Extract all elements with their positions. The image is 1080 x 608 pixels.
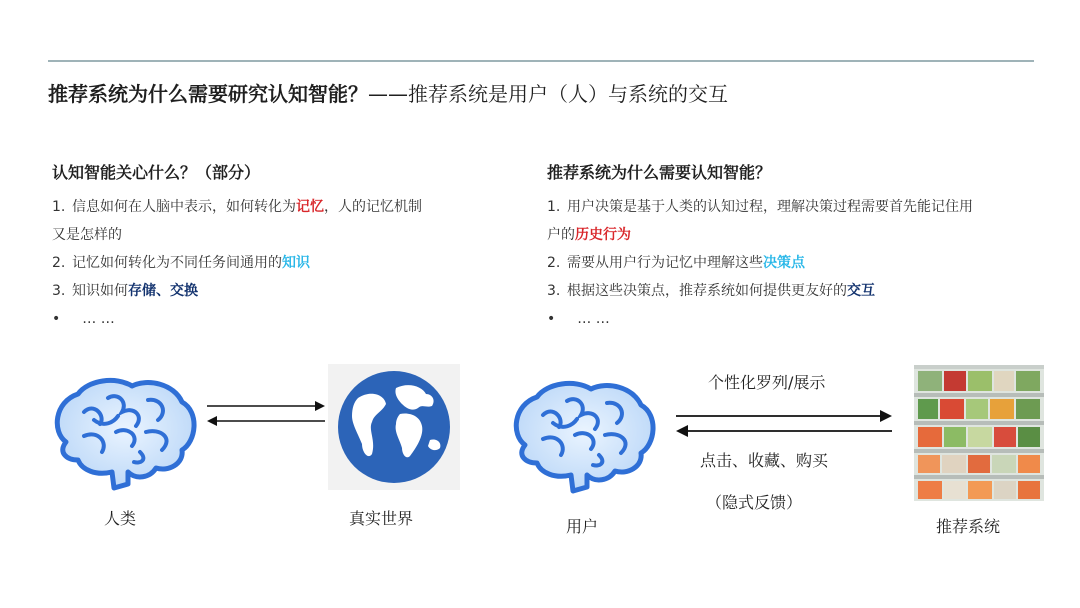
highlight-knowledge: 知识 xyxy=(282,255,310,271)
interaction-arrows xyxy=(674,408,894,438)
page-title-main: 推荐系统为什么需要研究认知智能？ xyxy=(48,82,368,106)
page-title-sub: ——推荐系统是用户（人）与系统的交互 xyxy=(368,82,728,106)
list-item: 2. 记忆如何转化为不同任务间通用的知识 xyxy=(52,255,310,271)
human-label: 人类 xyxy=(104,509,137,528)
highlight-history: 历史行为 xyxy=(575,227,631,243)
list-item: 3. 根据这些决策点，推荐系统如何提供更友好的交互 xyxy=(547,283,875,299)
highlight-memory: 记忆 xyxy=(296,199,324,215)
highlight-decision: 决策点 xyxy=(763,255,805,271)
list-item: 1. 用户决策是基于人类的认知过程，理解决策过程需要首先能记住用 户的历史行为 xyxy=(547,199,973,243)
feedback-label: （隐式反馈） xyxy=(706,493,803,512)
list-item: • … … xyxy=(52,311,115,327)
cognitive-heading: 认知智能关心什么？（部分） xyxy=(52,163,261,182)
list-item: 2. 需要从用户行为记忆中理解这些决策点 xyxy=(547,255,805,271)
top-arrow-label: 个性化罗列/展示 xyxy=(708,373,826,392)
shelf-image xyxy=(914,365,1044,501)
page-title xyxy=(48,78,728,107)
brain-icon xyxy=(44,372,204,497)
list-item: 3. 知识如何存储、交换 xyxy=(52,283,198,299)
cognitive-list xyxy=(52,193,522,333)
bottom-arrow-label: 点击、收藏、购买 xyxy=(700,451,829,470)
cognitive-section xyxy=(52,160,522,333)
bidirectional-arrows xyxy=(205,398,327,428)
system-label: 推荐系统 xyxy=(936,517,1001,536)
highlight-storage: 存储、交换 xyxy=(128,283,198,299)
recsys-section xyxy=(547,160,1017,333)
recsys-heading: 推荐系统为什么需要认知智能？ xyxy=(547,163,772,182)
highlight-interaction: 交互 xyxy=(847,283,875,299)
list-item: • … … xyxy=(547,311,610,327)
user-brain-icon xyxy=(503,375,663,500)
user-label: 用户 xyxy=(566,517,599,536)
top-divider xyxy=(48,60,1034,62)
globe-icon xyxy=(328,364,460,490)
list-item: 1. 信息如何在人脑中表示，如何转化为记忆，人的记忆机制 又是怎样的 xyxy=(52,199,422,243)
world-label: 真实世界 xyxy=(349,509,414,528)
recsys-list xyxy=(547,193,1017,333)
